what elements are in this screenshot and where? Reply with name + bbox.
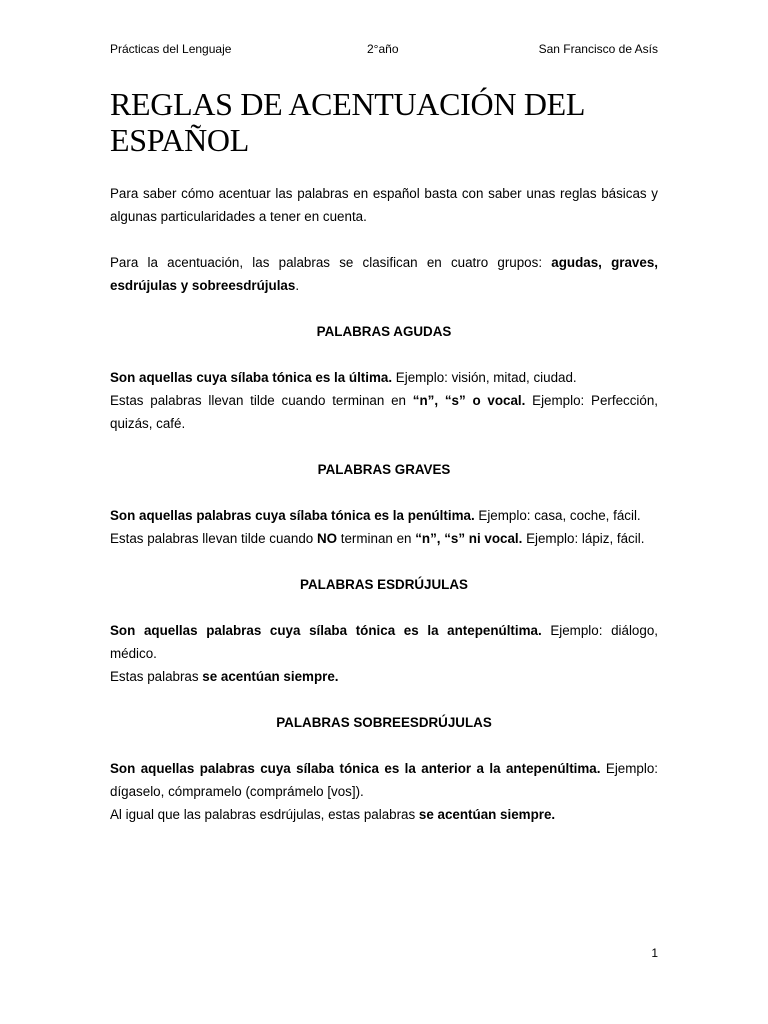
heading-agudas: PALABRAS AGUDAS [316,324,452,339]
graves-rule-endings: “n”, “s” ni vocal. [415,531,523,546]
intro-paragraph [110,182,658,228]
sobreesdrujulas-rule-text: Al igual que las palabras esdrújulas, estas palabras [110,807,419,822]
classification-period: . [295,278,300,293]
agudas-paragraph [110,366,658,435]
heading-sobreesdrujulas: PALABRAS SOBREESDRÚJULAS [276,715,492,730]
esdrujulas-definition-example: Ejemplo: diálogo, médico. [110,623,658,661]
heading-esdrujulas: PALABRAS ESDRÚJULAS [300,577,468,592]
page-number: 1 [651,946,658,960]
graves-rule-text-2: terminan en [337,531,416,546]
sobreesdrujulas-paragraph [110,757,658,826]
esdrujulas-rule-text: Estas palabras [110,669,203,684]
agudas-rule-example: Ejemplo: Perfección, quizás, café. [110,393,659,431]
graves-rule-example: Ejemplo: lápiz, fácil. [522,531,645,546]
agudas-rule-endings: “n”, “s” o vocal. [412,393,526,408]
header-grade: 2°año [367,42,399,56]
document-title: REGLAS DE ACENTUACIÓN DEL ESPAÑOL [110,86,584,158]
graves-definition-example: Ejemplo: casa, coche, fácil. [474,508,641,523]
header-school: San Francisco de Asís [538,42,658,56]
sobreesdrujulas-definition-example: Ejemplo: dígaselo, cómpramelo (comprámelo [vos]). [110,761,658,799]
classification-text: Para la acentuación, las palabras se clasifican en cuatro grupos: [110,255,552,270]
esdrujulas-definition: Son aquellas palabras cuya sílaba tónica es la antepenúltima. [110,623,542,638]
classification-paragraph [110,251,658,297]
intro-text: Para saber cómo acentuar las palabras en español basta con saber unas reglas básicas y algunas particularidades a tener en cuenta. [110,186,658,224]
esdrujulas-rule-always: se acentúan siempre. [202,669,339,684]
graves-paragraph [110,504,658,550]
esdrujulas-paragraph [110,619,658,688]
graves-rule-no: NO [316,531,338,546]
sobreesdrujulas-rule-always: se acentúan siempre. [418,807,556,822]
agudas-definition-example: Ejemplo: visión, mitad, ciudad. [392,370,577,385]
agudas-definition: Son aquellas cuya sílaba tónica es la última. [110,370,393,385]
header-subject: Prácticas del Lenguaje [110,42,232,56]
agudas-rule-text: Estas palabras llevan tilde cuando terminan en [110,393,413,408]
graves-definition: Son aquellas palabras cuya sílaba tónica es la penúltima. [110,508,475,523]
document-body [110,182,658,826]
classification-groups: agudas, graves, esdrújulas y sobreesdrújulas [110,255,658,293]
heading-graves: PALABRAS GRAVES [317,462,451,477]
graves-rule-text: Estas palabras llevan tilde cuando [110,531,317,546]
page-header [110,42,658,60]
sobreesdrujulas-definition: Son aquellas palabras cuya sílaba tónica es la anterior a la antepenúltima. [110,761,601,776]
